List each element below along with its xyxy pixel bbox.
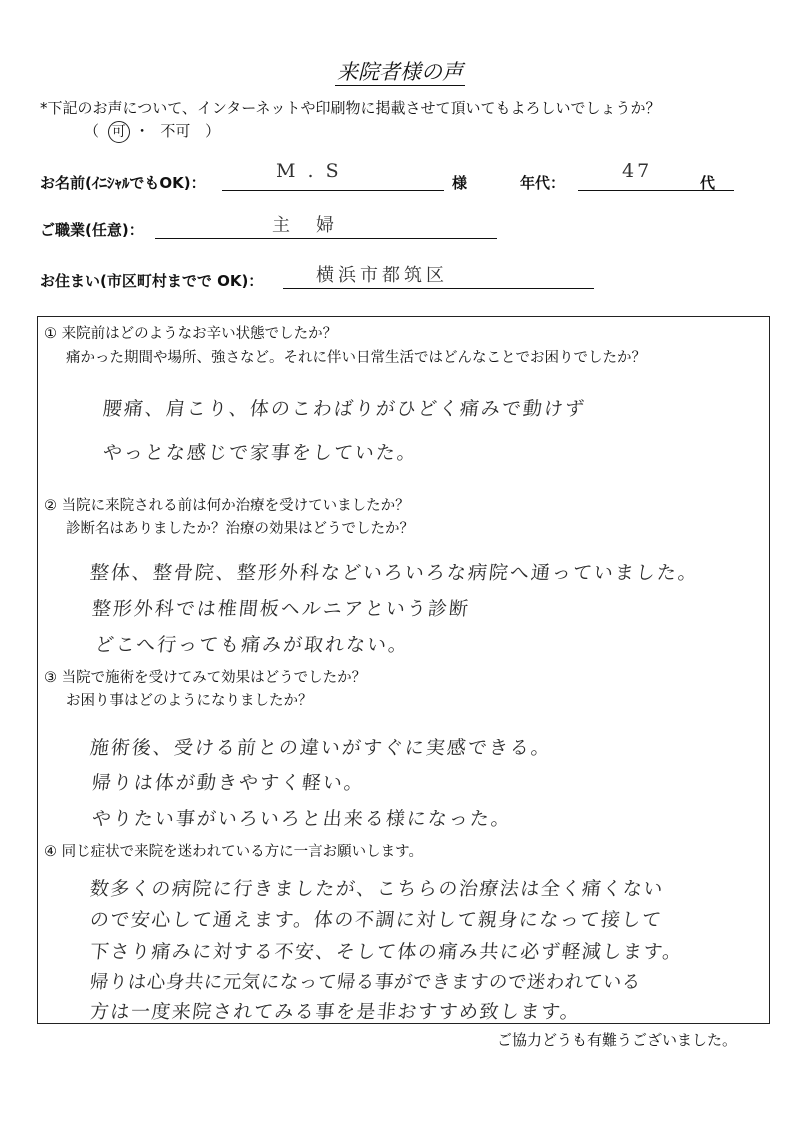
job-value: 主 婦 (272, 215, 338, 236)
answer-line: 整形外科では椎間板ヘルニアという診断 (90, 598, 472, 620)
answer-line: 数多くの病院に行きましたが、こちらの治療法は全く痛くない (88, 878, 666, 900)
answer-line: 整体、整骨院、整形外科などいろいろな病院へ通っていました。 (88, 562, 701, 584)
question-number: ② (44, 498, 57, 514)
name-suffix: 様 (452, 174, 468, 192)
answer-line: 下さり痛みに対する不安、そして体の痛み共に必ず軽減します。 (88, 941, 684, 963)
age-value: 47 (622, 160, 653, 182)
address-value: 横浜市都筑区 (316, 265, 448, 286)
question-4 (44, 840, 423, 861)
question-line: 同じ症状で来院を迷われている方に一言お願いします。 (61, 844, 423, 860)
answer-line: 帰りは心身共に元気になって帰る事ができますので迷われている (88, 972, 642, 993)
question-line: 診断名はありましたか？治療の効果はどうでしたか？ (66, 521, 414, 537)
question-line: お困り事はどのようになりましたか？ (66, 693, 313, 709)
answer-line: どこへ行っても痛みが取れない。 (93, 634, 411, 656)
answer-line: 方は一度来院されてみる事を是非おすすめ致します。 (88, 1001, 582, 1023)
question-number: ① (44, 326, 57, 342)
consent-option-ng[interactable]: 不可 (160, 122, 191, 140)
question-1 (44, 322, 337, 343)
question-3 (44, 666, 366, 687)
question-line: 来院前はどのようなお辛い状態でしたか？ (61, 326, 338, 342)
question-line: 当院で施術を受けてみて効果はどうでしたか？ (61, 670, 367, 686)
question-number: ③ (44, 670, 57, 686)
answer-line: 腰痛、肩こり、体のこわばりがひどく痛みで動けず (101, 398, 588, 420)
page-title (0, 56, 800, 86)
question-2 (44, 494, 410, 515)
answer-line: 帰りは体が動きやすく軽い。 (90, 772, 367, 794)
answer-line: やっとな感じで家事をしていた。 (101, 442, 420, 464)
name-label: お名前(ｲﾆｼｬﾙでもOK)： (40, 174, 206, 192)
job-label: ご職業(任意)： (40, 221, 144, 239)
page-title-text: 来院者様の声 (337, 60, 463, 84)
consent-open-paren: （ (84, 122, 100, 140)
age-suffix: 代 (700, 174, 716, 192)
consent-close-paren: ） (205, 122, 221, 140)
answer-line: ので安心して通えます。体の不調に対して親身になって接して (88, 909, 664, 931)
answer-line: やりたい事がいろいろと出来る様になった。 (90, 808, 514, 830)
consent-options (84, 120, 220, 143)
address-label: お住まい(市区町村までで OK)： (40, 272, 264, 290)
name-value: M . S (276, 160, 342, 182)
footer-thanks: ご協力どうも有難うございました。 (497, 1031, 738, 1049)
consent-question: *下記のお声について、インターネットや印刷物に掲載させて頂いてもよろしいでしょうか？ (40, 99, 661, 117)
question-line: 痛かった期間や場所、強さなど。それに伴い日常生活ではどんなことでお困りでしたか？ (66, 350, 646, 366)
answer-line: 施術後、受ける前との違いがすぐに実感できる。 (88, 737, 554, 759)
consent-option-ok[interactable]: 可 (108, 121, 130, 143)
age-label: 年代： (520, 174, 566, 192)
consent-separator: ・ (134, 122, 150, 140)
question-line: 当院に来院される前は何か治療を受けていましたか？ (61, 498, 410, 514)
question-number: ④ (44, 844, 57, 860)
